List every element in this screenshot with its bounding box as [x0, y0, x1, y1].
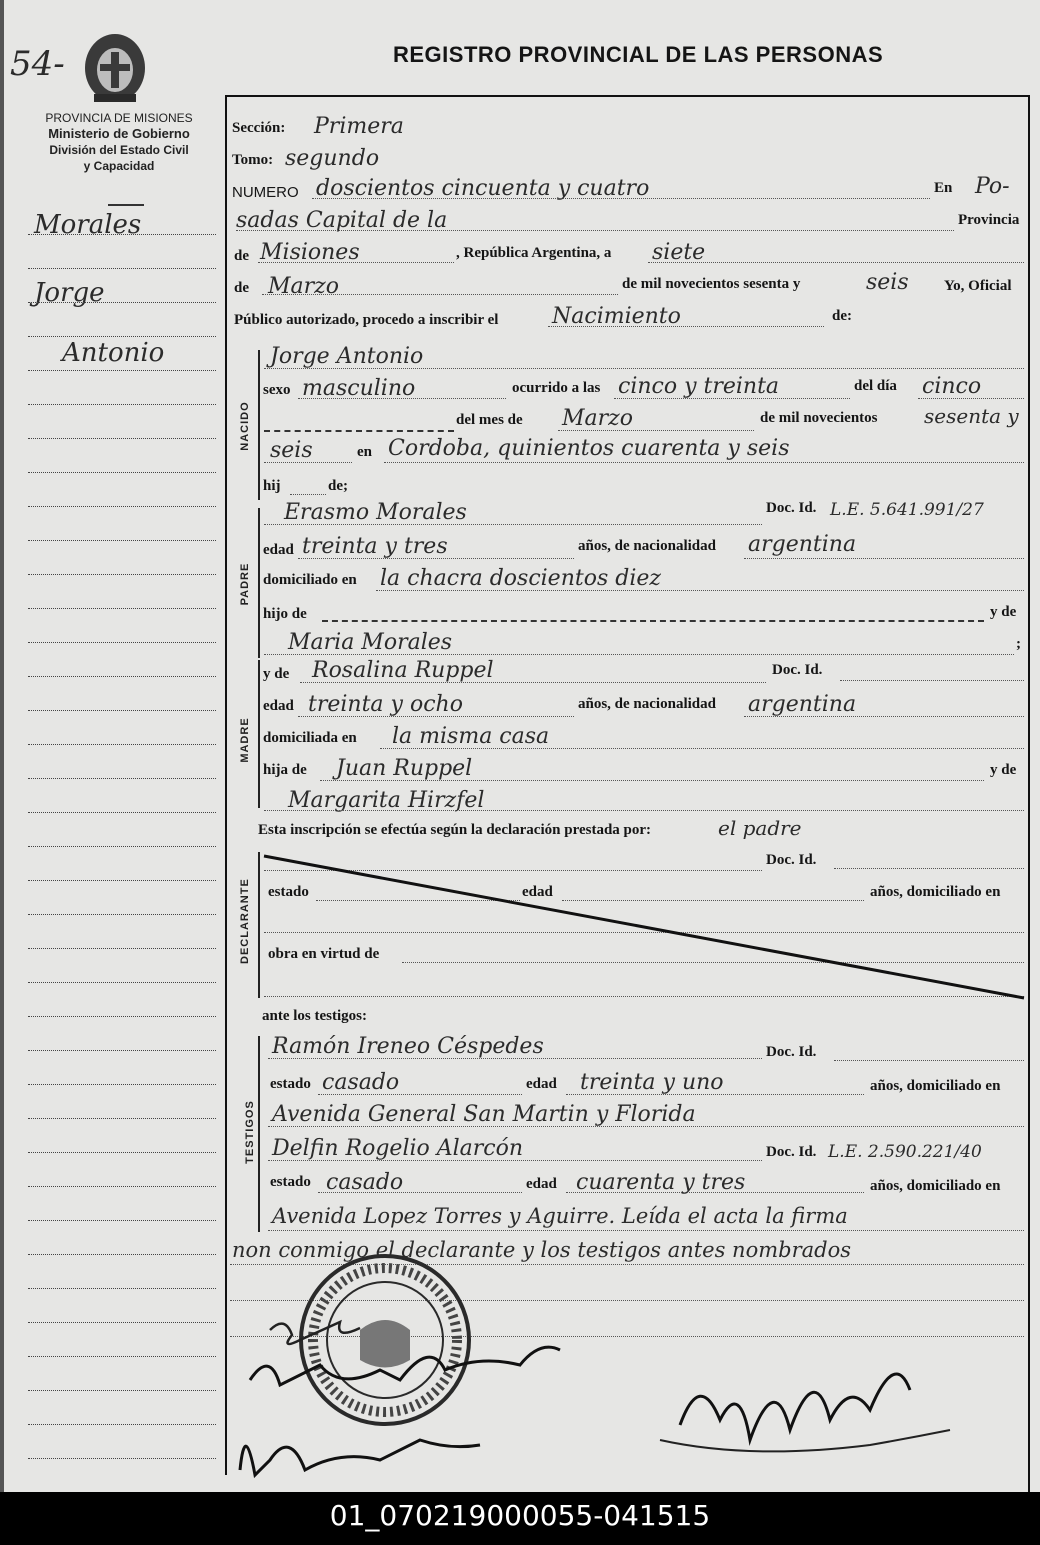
madre-nac-value: argentina — [748, 692, 857, 717]
testigo-2-edad: cuarenta y tres — [576, 1170, 746, 1195]
seccion-label: Sección: — [232, 120, 286, 136]
testigo-2-doc-label: Doc. Id. — [766, 1144, 817, 1160]
margin-rule — [28, 336, 216, 337]
de-colon-label: de: — [832, 308, 852, 324]
coat-of-arms-emblem — [80, 28, 150, 106]
publico-label: Público autorizado, procedo a inscribir el — [234, 312, 499, 328]
testigo-2-estado: casado — [326, 1170, 404, 1195]
testigo-2-domicilio: Avenida Lopez Torres y Aguirre. Leída el acta la firma — [272, 1204, 848, 1228]
testigo-1-estado-label: estado — [270, 1076, 311, 1092]
madre-side-label: MADRE — [239, 717, 251, 763]
padre-nombre: Erasmo Morales — [284, 500, 467, 525]
margin-rule — [28, 1424, 216, 1425]
testigo-1-domicilio: Avenida General San Martin y Florida — [272, 1102, 696, 1127]
sexo-label: sexo — [263, 382, 291, 398]
tomo-value: segundo — [285, 146, 380, 171]
hij-label: hij — [263, 478, 281, 494]
lugar-value: Cordoba, quinientos cuarenta y seis — [388, 436, 790, 461]
acta-cierre: non conmigo el declarante y los testigos antes nombrados — [232, 1238, 851, 1262]
testigos-bracket — [258, 1036, 260, 1232]
margin-rule — [28, 778, 216, 779]
testigo-1-edad-label: edad — [526, 1076, 557, 1092]
ante-testigos-label: ante los testigos: — [262, 1008, 367, 1024]
nacido-anio-value-1: sesenta y — [924, 404, 1019, 428]
en-label: En — [934, 180, 953, 196]
provincia-label: Provincia — [958, 212, 1020, 228]
authority-block — [14, 110, 224, 174]
testigo-1-doc-label: Doc. Id. — [766, 1044, 817, 1060]
authority-divider — [108, 204, 144, 206]
margin-rule — [28, 1288, 216, 1289]
de-label: de — [234, 248, 249, 264]
scan-id-footer: 01_070219000055-041515 — [0, 1492, 1040, 1545]
margin-name-2: Antonio — [62, 338, 165, 368]
padre-domicilio-label: domiciliado en — [263, 572, 357, 588]
margin-rule — [28, 234, 216, 235]
hij-de-label: de; — [328, 478, 348, 494]
handwritten-signatures — [230, 1310, 1030, 1490]
margin-rule — [28, 642, 216, 643]
margin-rule — [28, 1220, 216, 1221]
padre-y-de-label: y de — [990, 604, 1017, 620]
madre-edad-value: treinta y ocho — [308, 692, 463, 717]
madre-nac-label: años, de nacionalidad — [578, 696, 716, 712]
padre-doc-value: L.E. 5.641.991/27 — [830, 500, 984, 520]
testigos-side-label: TESTIGOS — [244, 1100, 256, 1164]
margin-rule — [28, 1390, 216, 1391]
margin-rule — [28, 1152, 216, 1153]
mil-novecientos-label: de mil novecientos — [760, 410, 878, 426]
testigo-1-estado: casado — [322, 1070, 400, 1095]
declarante-cross-out-line — [260, 852, 1030, 1002]
yo-oficial-label: Yo, Oficial — [944, 278, 1012, 294]
authority-line: División del Estado Civil — [49, 143, 189, 157]
madre-domicilio-value: la misma casa — [392, 724, 550, 749]
padre-doc-label: Doc. Id. — [766, 500, 817, 516]
top-rule — [225, 95, 1030, 97]
madre-y-de-label-2: y de — [990, 762, 1017, 778]
en-lugar-label: en — [357, 444, 372, 460]
margin-rule — [28, 438, 216, 439]
mes-registro-value: Marzo — [268, 274, 339, 299]
provincia-value: Misiones — [260, 240, 360, 265]
declarante-edad-label: edad — [522, 884, 553, 900]
margin-rule — [28, 1186, 216, 1187]
testigo-2-edad-label: edad — [526, 1176, 557, 1192]
margin-rule — [28, 812, 216, 813]
sexo-value: masculino — [302, 376, 416, 401]
margin-rule — [28, 914, 216, 915]
tomo-label: Tomo: — [232, 152, 274, 168]
margin-rule — [28, 1254, 216, 1255]
madre-y-de-label: y de — [263, 666, 290, 682]
testigo-1-anios-label: años, domiciliado en — [870, 1078, 1001, 1094]
declaracion-value: el padre — [718, 816, 802, 840]
margin-rule — [28, 1356, 216, 1357]
margin-rule — [28, 404, 216, 405]
margin-rule — [28, 1016, 216, 1017]
de-label-2: de — [234, 280, 249, 296]
ocurrido-label: ocurrido a las — [512, 380, 601, 396]
authority-line: PROVINCIA DE MISIONES — [45, 111, 193, 125]
margin-rule — [28, 948, 216, 949]
page-title: REGISTRO PROVINCIAL DE LAS PERSONAS — [393, 42, 884, 67]
nacido-anio-value-2: seis — [270, 438, 313, 463]
nacido-bracket — [258, 350, 260, 500]
abuela-materna: Margarita Hirzfel — [288, 788, 485, 813]
padre-domicilio-value: la chacra doscientos diez — [380, 566, 661, 591]
margin-rule — [28, 370, 216, 371]
seccion-value: Primera — [314, 114, 404, 139]
ciudad-value: sadas Capital de la — [236, 208, 448, 233]
madre-edad-label: edad — [263, 698, 294, 714]
margin-rule — [28, 846, 216, 847]
margin-rule — [28, 1050, 216, 1051]
margin-rule — [28, 676, 216, 677]
padre-hijo-label: hijo de — [263, 606, 307, 622]
dia-registro-value: siete — [652, 240, 706, 265]
margin-rule — [28, 880, 216, 881]
margin-rule — [28, 268, 216, 269]
left-binding — [0, 0, 4, 1492]
anio-registro-value: seis — [866, 270, 909, 295]
madre-domicilio-label: domiciliada en — [263, 730, 357, 746]
margin-rule — [28, 1084, 216, 1085]
testigo-2-nombre: Delfin Rogelio Alarcón — [272, 1136, 524, 1161]
nacido-dia-value: cinco — [922, 374, 982, 399]
abuela-paterna: Maria Morales — [288, 630, 453, 655]
right-edge — [1028, 95, 1030, 1492]
margin-rule — [28, 710, 216, 711]
margin-rule — [28, 472, 216, 473]
authority-line: Ministerio de Gobierno — [48, 126, 190, 141]
padre-nac-label: años, de nacionalidad — [578, 538, 716, 554]
madre-doc-label: Doc. Id. — [772, 662, 823, 678]
page-number-mark: 54- — [10, 44, 65, 84]
margin-rule — [28, 506, 216, 507]
declarante-estado-label: estado — [268, 884, 309, 900]
abuelo-materno: Juan Ruppel — [336, 756, 473, 781]
numero-value: doscientos cincuenta y cuatro — [316, 176, 650, 201]
left-column-divider — [225, 95, 227, 1475]
declarante-doc-label: Doc. Id. — [766, 852, 817, 868]
declaracion-label: Esta inscripción se efectúa según la declaración prestada por: — [258, 822, 652, 838]
testigo-1-nombre: Ramón Ireneo Céspedes — [272, 1034, 544, 1059]
padre-edad-label: edad — [263, 542, 294, 558]
margin-rule — [28, 540, 216, 541]
margin-rule — [28, 574, 216, 575]
hora-value: cinco y treinta — [618, 374, 780, 399]
nacido-mes-value: Marzo — [562, 406, 633, 431]
padre-semicolon: ; — [1016, 636, 1021, 652]
nacido-side-label: NACIDO — [239, 401, 251, 451]
padre-side-label: PADRE — [239, 562, 251, 606]
margin-rule — [28, 744, 216, 745]
madre-nombre: Rosalina Ruppel — [312, 658, 494, 683]
margin-rule — [28, 1118, 216, 1119]
authority-line: y Capacidad — [83, 159, 155, 173]
madre-bracket — [258, 660, 260, 808]
nacido-nombre: Jorge Antonio — [270, 344, 424, 369]
margin-rule — [28, 302, 216, 303]
padre-edad-value: treinta y tres — [302, 534, 448, 559]
testigo-1-edad: treinta y uno — [580, 1070, 724, 1095]
republica-label: , República Argentina, a — [456, 245, 612, 261]
del-dia-label: del día — [854, 378, 897, 394]
margin-rule — [28, 1322, 216, 1323]
testigo-2-estado-label: estado — [270, 1174, 311, 1190]
anio-label: de mil novecientos sesenta y — [622, 276, 801, 292]
margin-surname: Morales — [34, 210, 142, 240]
acto-value: Nacimiento — [552, 304, 681, 329]
padre-nac-value: argentina — [748, 532, 857, 557]
margin-name-1: Jorge — [34, 278, 105, 308]
madre-hija-label: hija de — [263, 762, 307, 778]
margin-rule — [28, 608, 216, 609]
declarante-side-label: DECLARANTE — [239, 878, 251, 964]
del-mes-label: del mes de — [456, 412, 523, 428]
numero-label: NUMERO — [232, 184, 299, 201]
obra-label: obra en virtud de — [268, 946, 380, 962]
margin-rule — [28, 982, 216, 983]
testigo-2-anios-label: años, domiciliado en — [870, 1178, 1001, 1194]
en-value: Po- — [975, 174, 1010, 199]
margin-rule — [28, 1458, 216, 1459]
padre-bracket — [258, 508, 260, 658]
testigo-2-doc-value: L.E. 2.590.221/40 — [828, 1142, 982, 1162]
declarante-anios-label: años, domiciliado en — [870, 884, 1001, 900]
